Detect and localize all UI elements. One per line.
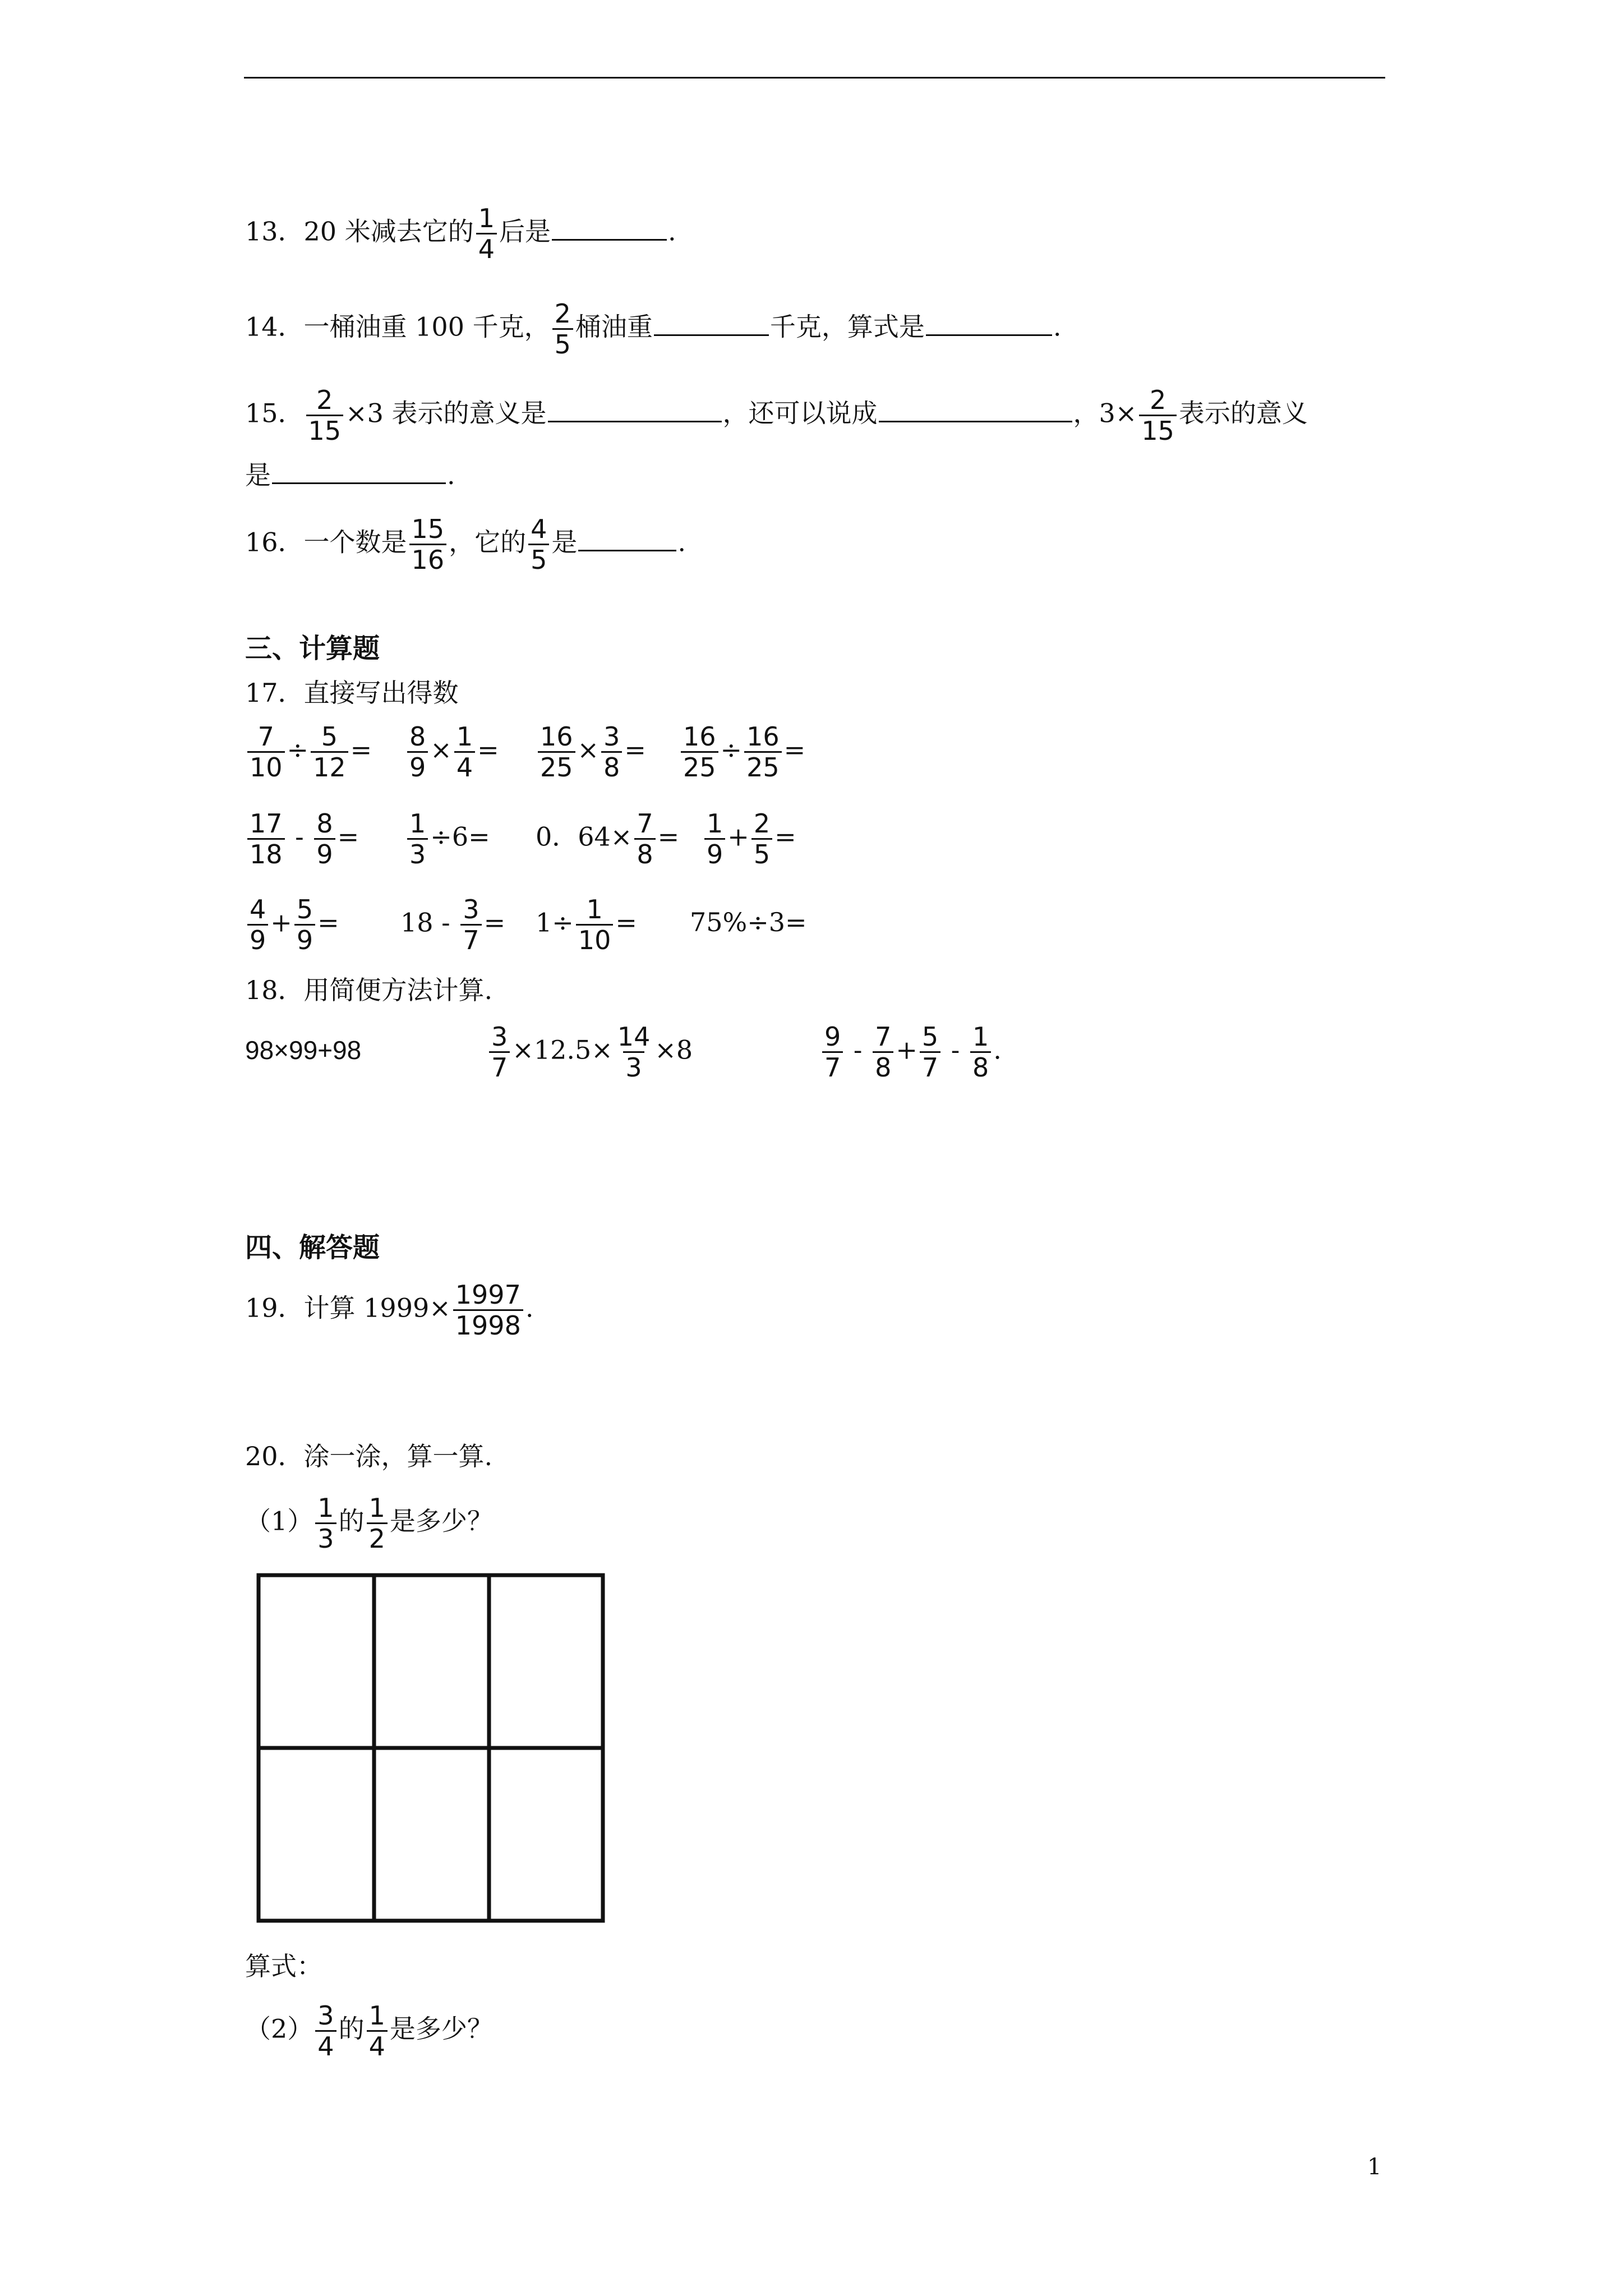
q18-e1: 98×99+98: [245, 1036, 362, 1065]
q17-r3-e4: 75%÷3=: [690, 907, 807, 937]
formula-label: 算式：: [245, 1951, 322, 1981]
q17-r1-e3: $\frac{16}{25}$ × $\frac{3}{8}$ =: [536, 724, 646, 780]
fraction: $\frac{2}{15}$: [1139, 387, 1177, 444]
q18-e3: $\frac{9}{7}$ - $\frac{7}{8}$ + $\frac{5}{7}$ - $\frac{1}{8}$ .: [820, 1024, 1002, 1080]
q17-r2-e3: 0．64× $\frac{7}{8}$ =: [536, 808, 680, 869]
question-15: 15． $\frac{2}{15}$ ×3 表示的意义是 ，还可以说成 ，3× $\frac{2}{15}$ 表示的意义: [245, 385, 1308, 446]
question-18-title: 18．用简便方法计算.: [245, 975, 493, 1005]
fraction: $\frac{2}{5}$: [552, 301, 573, 357]
answer-blank[interactable]: [926, 334, 1052, 336]
q17-r2-e4: $\frac{1}{9}$ + $\frac{2}{5}$ =: [702, 811, 796, 867]
q17-r2-e1: $\frac{17}{18}$ - $\frac{8}{9}$ =: [245, 811, 359, 867]
question-15-cont: 是 .: [245, 460, 455, 490]
page-number: 1: [1367, 2154, 1382, 2180]
answer-blank[interactable]: [552, 238, 667, 241]
fraction: $\frac{1997}{1998}$: [453, 1282, 523, 1338]
q17-r3-e3: 1÷ $\frac{1}{10}$ =: [536, 894, 637, 955]
fraction: $\frac{1}{4}$: [476, 205, 497, 262]
answer-blank[interactable]: [879, 420, 1072, 422]
question-14: 14．一桶油重 100 千克， $\frac{2}{5}$ 桶油重 千克，算式是 .: [245, 298, 1062, 360]
question-17-title: 17．直接写出得数: [245, 678, 459, 708]
section-3-heading: 三、计算题: [245, 633, 380, 664]
fraction: $\frac{15}{16}$: [409, 516, 447, 573]
fraction: $\frac{2}{15}$: [306, 387, 344, 444]
q20-part-1: （1） $\frac{1}{3}$ 的 $\frac{1}{2}$ 是多少？: [245, 1493, 493, 1554]
answer-blank[interactable]: [578, 549, 676, 551]
question-16: 16．一个数是 $\frac{15}{16}$ ，它的 $\frac{4}{5}$ 是 .: [245, 514, 686, 575]
answer-blank[interactable]: [654, 334, 769, 336]
q18-e2: $\frac{3}{7}$ ×12.5× $\frac{14}{3}$ ×8: [487, 1024, 693, 1080]
answer-blank[interactable]: [272, 482, 446, 484]
q17-r1-e4: $\frac{16}{25}$ ÷ $\frac{16}{25}$ =: [679, 724, 805, 780]
q17-r3-e2: 18 - $\frac{3}{7}$ =: [400, 894, 506, 955]
q17-r1-e1: $\frac{7}{10}$ ÷ $\frac{5}{12}$ =: [245, 724, 372, 780]
question-13: 13．20 米减去它的 $\frac{1}{4}$ 后是 .: [245, 203, 676, 264]
q17-r3-e1: $\frac{4}{9}$ + $\frac{5}{9}$ =: [245, 896, 339, 953]
fraction: $\frac{4}{5}$: [528, 516, 549, 573]
shading-grid[interactable]: [256, 1573, 605, 1923]
q17-r1-e2: $\frac{8}{9}$ × $\frac{1}{4}$ =: [405, 724, 499, 780]
q20-part-2: （2） $\frac{3}{4}$ 的 $\frac{1}{4}$ 是多少？: [245, 2000, 493, 2062]
header-rule: [244, 77, 1385, 79]
answer-blank[interactable]: [548, 420, 722, 422]
question-19: 19．计算 1999× $\frac{1997}{1998}$ .: [245, 1280, 534, 1341]
q17-r2-e2: $\frac{1}{3}$ ÷6=: [405, 811, 490, 867]
question-20-title: 20．涂一涂，算一算.: [245, 1441, 493, 1471]
section-4-heading: 四、解答题: [245, 1232, 380, 1263]
